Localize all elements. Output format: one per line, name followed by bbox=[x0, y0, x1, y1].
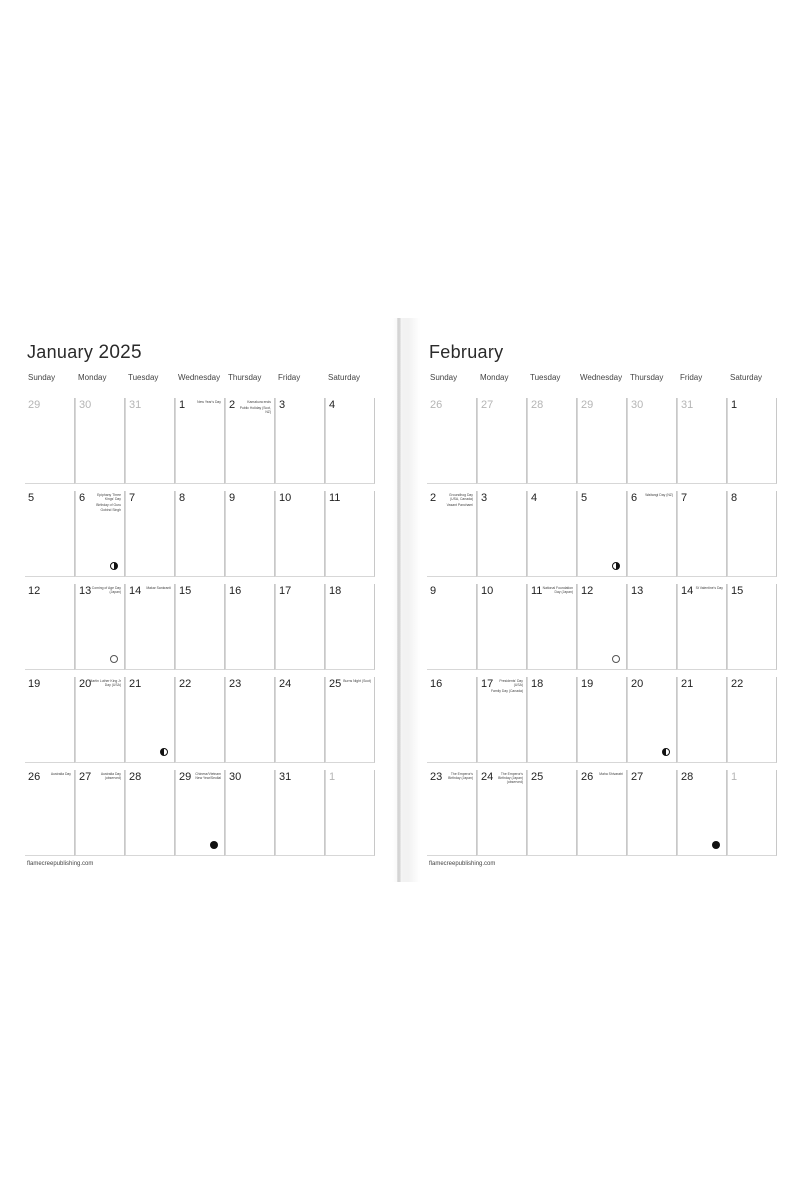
weekday-label: Wednesday bbox=[580, 373, 623, 382]
day-number: 14 bbox=[681, 585, 694, 597]
weekday-label: Sunday bbox=[430, 373, 458, 382]
month-grid bbox=[427, 398, 777, 863]
day-events bbox=[440, 772, 473, 782]
day-number: 6 bbox=[631, 492, 638, 504]
day-number: 26 bbox=[581, 771, 594, 783]
weekday-label: Tuesday bbox=[530, 373, 561, 382]
day-cell[interactable] bbox=[75, 584, 125, 670]
day-number: 2 bbox=[229, 399, 236, 411]
day-events bbox=[88, 586, 121, 596]
day-number: 30 bbox=[229, 771, 242, 783]
day-number: 26 bbox=[430, 399, 443, 411]
day-number: 10 bbox=[481, 585, 494, 597]
event-label: Australia Day (observed) bbox=[100, 772, 121, 781]
first-quarter-moon-icon bbox=[110, 562, 118, 570]
full-moon-icon bbox=[612, 655, 620, 663]
day-number: 3 bbox=[279, 399, 286, 411]
day-cell[interactable] bbox=[677, 491, 727, 577]
day-number: 1 bbox=[731, 399, 738, 411]
day-cell[interactable] bbox=[75, 491, 125, 577]
month-name: February bbox=[429, 342, 504, 362]
event-label: Kamakura ends bbox=[247, 400, 271, 404]
day-events bbox=[188, 772, 221, 782]
day-cell[interactable] bbox=[477, 491, 527, 577]
day-cell[interactable] bbox=[427, 770, 477, 856]
day-cell[interactable] bbox=[477, 398, 527, 484]
day-number: 9 bbox=[430, 585, 437, 597]
day-number: 18 bbox=[531, 678, 544, 690]
day-number: 17 bbox=[279, 585, 292, 597]
day-number: 21 bbox=[129, 678, 142, 690]
day-number: 30 bbox=[79, 399, 92, 411]
day-cell[interactable] bbox=[175, 584, 225, 670]
month-title bbox=[429, 342, 503, 363]
day-number: 26 bbox=[28, 771, 41, 783]
month-grid bbox=[25, 398, 375, 863]
day-cell[interactable] bbox=[527, 770, 577, 856]
day-events bbox=[188, 400, 221, 406]
day-number: 8 bbox=[731, 492, 738, 504]
day-cell[interactable] bbox=[125, 398, 175, 484]
event-label: Vasant Panchami bbox=[446, 503, 473, 508]
day-number: 28 bbox=[531, 399, 544, 411]
day-cell[interactable] bbox=[577, 677, 627, 763]
day-cell[interactable] bbox=[477, 677, 527, 763]
day-cell[interactable] bbox=[677, 677, 727, 763]
day-cell[interactable] bbox=[125, 770, 175, 856]
day-events bbox=[88, 493, 121, 514]
event-label: Epiphany Three Kings' Day bbox=[97, 493, 121, 502]
day-cell[interactable] bbox=[727, 584, 777, 670]
day-cell[interactable] bbox=[577, 770, 627, 856]
day-cell[interactable] bbox=[175, 398, 225, 484]
day-number: 1 bbox=[731, 771, 738, 783]
day-cell[interactable] bbox=[427, 398, 477, 484]
month-title bbox=[27, 342, 142, 364]
day-number: 13 bbox=[631, 585, 644, 597]
day-cell[interactable] bbox=[25, 398, 75, 484]
publisher-footer: flamecreepublishing.com bbox=[27, 861, 94, 867]
weekday-label: Saturday bbox=[730, 373, 763, 382]
day-number: 4 bbox=[329, 399, 336, 411]
month-name: January bbox=[27, 342, 94, 362]
day-events bbox=[640, 493, 673, 499]
day-cell[interactable] bbox=[727, 770, 777, 856]
day-number: 25 bbox=[329, 678, 342, 690]
event-label: Family Day (Canada) bbox=[490, 689, 523, 694]
day-cell[interactable] bbox=[25, 677, 75, 763]
day-cell[interactable] bbox=[627, 677, 677, 763]
day-cell[interactable] bbox=[225, 584, 275, 670]
day-cell[interactable] bbox=[275, 584, 325, 670]
day-number: 16 bbox=[430, 678, 443, 690]
weekday-label: Sunday bbox=[28, 373, 56, 382]
binding-gutter bbox=[397, 318, 401, 882]
weekday-label: Monday bbox=[78, 373, 107, 382]
day-number: 16 bbox=[229, 585, 242, 597]
day-number: 29 bbox=[179, 771, 192, 783]
day-cell[interactable] bbox=[75, 770, 125, 856]
event-label: Makar Sankranti bbox=[146, 586, 171, 590]
day-events bbox=[88, 679, 121, 689]
day-number: 2 bbox=[430, 492, 437, 504]
weekday-label: Tuesday bbox=[128, 373, 159, 382]
full-moon-icon bbox=[110, 655, 118, 663]
day-number: 31 bbox=[681, 399, 694, 411]
day-cell[interactable] bbox=[427, 491, 477, 577]
day-cell[interactable] bbox=[75, 398, 125, 484]
day-number: 5 bbox=[28, 492, 35, 504]
day-number: 30 bbox=[631, 399, 644, 411]
day-events bbox=[88, 772, 121, 782]
day-cell[interactable] bbox=[325, 677, 375, 763]
day-number: 12 bbox=[581, 585, 594, 597]
day-number: 7 bbox=[129, 492, 136, 504]
day-number: 4 bbox=[531, 492, 538, 504]
day-number: 7 bbox=[681, 492, 688, 504]
day-cell[interactable] bbox=[577, 491, 627, 577]
day-cell[interactable] bbox=[477, 584, 527, 670]
day-cell[interactable] bbox=[275, 491, 325, 577]
day-cell[interactable] bbox=[477, 770, 527, 856]
page-february bbox=[422, 318, 777, 882]
weekday-label: Saturday bbox=[328, 373, 361, 382]
day-cell[interactable] bbox=[225, 491, 275, 577]
weekday-label: Friday bbox=[680, 373, 703, 382]
weekday-label: Friday bbox=[278, 373, 301, 382]
day-cell[interactable] bbox=[325, 491, 375, 577]
event-label: New Year's Day bbox=[197, 400, 221, 404]
month-year: 2025 bbox=[98, 342, 142, 363]
weekday-header bbox=[430, 373, 780, 382]
day-cell[interactable] bbox=[175, 491, 225, 577]
day-number: 28 bbox=[681, 771, 694, 783]
day-events bbox=[338, 679, 371, 685]
calendar-spread bbox=[20, 318, 780, 882]
day-number: 8 bbox=[179, 492, 186, 504]
day-number: 9 bbox=[229, 492, 236, 504]
day-cell[interactable] bbox=[527, 491, 577, 577]
day-cell[interactable] bbox=[627, 770, 677, 856]
day-cell[interactable] bbox=[25, 770, 75, 856]
day-cell[interactable] bbox=[175, 770, 225, 856]
day-number: 1 bbox=[329, 771, 336, 783]
day-cell[interactable] bbox=[225, 398, 275, 484]
day-cell[interactable] bbox=[727, 398, 777, 484]
weekday-label: Thursday bbox=[228, 373, 262, 382]
day-number: 11 bbox=[329, 492, 341, 504]
day-events bbox=[590, 772, 623, 778]
day-cell[interactable] bbox=[577, 584, 627, 670]
day-number: 28 bbox=[129, 771, 142, 783]
day-number: 15 bbox=[731, 585, 744, 597]
day-cell[interactable] bbox=[75, 677, 125, 763]
day-number: 31 bbox=[129, 399, 142, 411]
day-events bbox=[690, 586, 723, 592]
day-cell[interactable] bbox=[527, 677, 577, 763]
day-cell[interactable] bbox=[727, 491, 777, 577]
day-number: 19 bbox=[581, 678, 594, 690]
day-number: 27 bbox=[481, 399, 494, 411]
day-number: 19 bbox=[28, 678, 41, 690]
day-events bbox=[490, 679, 523, 696]
day-cell[interactable] bbox=[25, 491, 75, 577]
day-number: 25 bbox=[531, 771, 544, 783]
event-label: Groundhog Day (USA, Canada) bbox=[449, 493, 473, 502]
day-cell[interactable] bbox=[225, 677, 275, 763]
day-number: 21 bbox=[681, 678, 694, 690]
day-number: 15 bbox=[179, 585, 192, 597]
last-quarter-moon-icon bbox=[662, 748, 670, 756]
day-cell[interactable] bbox=[677, 584, 727, 670]
day-cell[interactable] bbox=[325, 770, 375, 856]
day-number: 27 bbox=[79, 771, 92, 783]
day-cell[interactable] bbox=[125, 677, 175, 763]
day-number: 3 bbox=[481, 492, 488, 504]
day-cell[interactable] bbox=[727, 677, 777, 763]
day-cell[interactable] bbox=[275, 398, 325, 484]
day-cell[interactable] bbox=[175, 677, 225, 763]
event-label: Chinese/Vietnam New Year/Seollal bbox=[195, 772, 221, 781]
day-cell[interactable] bbox=[677, 770, 727, 856]
day-cell[interactable] bbox=[125, 584, 175, 670]
day-cell[interactable] bbox=[325, 398, 375, 484]
day-cell[interactable] bbox=[325, 584, 375, 670]
day-number: 24 bbox=[481, 771, 494, 783]
day-events bbox=[138, 586, 171, 592]
page-january bbox=[20, 318, 375, 882]
day-cell[interactable] bbox=[275, 677, 325, 763]
day-cell[interactable] bbox=[577, 398, 627, 484]
day-cell[interactable] bbox=[427, 584, 477, 670]
day-number: 6 bbox=[79, 492, 86, 504]
weekday-label: Wednesday bbox=[178, 373, 221, 382]
day-number: 18 bbox=[329, 585, 342, 597]
day-number: 29 bbox=[581, 399, 594, 411]
day-number: 20 bbox=[631, 678, 644, 690]
event-label: St Valentine's Day bbox=[695, 586, 723, 590]
event-label: Birthday of Guru Gobind Singh bbox=[96, 503, 121, 512]
day-events bbox=[440, 493, 473, 510]
day-number: 22 bbox=[731, 678, 744, 690]
day-number: 13 bbox=[79, 585, 92, 597]
weekday-label: Monday bbox=[480, 373, 509, 382]
day-number: 29 bbox=[28, 399, 41, 411]
event-label: Coming of Age Day (Japan) bbox=[91, 586, 121, 595]
day-cell[interactable] bbox=[275, 770, 325, 856]
event-label: Presidents' Day (USA) bbox=[499, 679, 523, 688]
event-label: Maha Shivaratri bbox=[599, 772, 623, 776]
new-moon-icon bbox=[712, 841, 720, 849]
day-number: 31 bbox=[279, 771, 292, 783]
event-label: Australia Day bbox=[50, 772, 71, 776]
day-number: 24 bbox=[279, 678, 292, 690]
day-cell[interactable] bbox=[627, 398, 677, 484]
day-cell[interactable] bbox=[225, 770, 275, 856]
day-cell[interactable] bbox=[627, 491, 677, 577]
day-number: 22 bbox=[179, 678, 192, 690]
event-label: The Emperor's Birthday (Japan) bbox=[448, 772, 473, 781]
event-label: National Foundation Day (Japan) bbox=[542, 586, 573, 595]
day-events bbox=[540, 586, 573, 596]
event-label: Waitangi Day (NZ) bbox=[645, 493, 673, 497]
day-cell[interactable] bbox=[427, 677, 477, 763]
event-label: The Emperor's Birthday (Japan) (observed) bbox=[498, 772, 523, 785]
day-number: 14 bbox=[129, 585, 142, 597]
day-events bbox=[490, 772, 523, 787]
last-quarter-moon-icon bbox=[160, 748, 168, 756]
day-number: 23 bbox=[430, 771, 443, 783]
event-label: Public Holiday (Scot, NZ) bbox=[239, 406, 271, 415]
publisher-footer: flamecreepublishing.com bbox=[429, 861, 496, 867]
weekday-label: Thursday bbox=[630, 373, 664, 382]
day-cell[interactable] bbox=[125, 491, 175, 577]
day-cell[interactable] bbox=[527, 584, 577, 670]
day-events bbox=[38, 772, 71, 778]
event-label: Burns Night (Scot) bbox=[343, 679, 371, 683]
day-number: 23 bbox=[229, 678, 242, 690]
weekday-header bbox=[28, 373, 378, 382]
day-number: 1 bbox=[179, 399, 186, 411]
day-number: 10 bbox=[279, 492, 292, 504]
first-quarter-moon-icon bbox=[612, 562, 620, 570]
day-number: 5 bbox=[581, 492, 588, 504]
day-cell[interactable] bbox=[677, 398, 727, 484]
day-number: 20 bbox=[79, 678, 92, 690]
day-events bbox=[238, 400, 271, 417]
day-number: 17 bbox=[481, 678, 494, 690]
day-cell[interactable] bbox=[527, 398, 577, 484]
day-cell[interactable] bbox=[627, 584, 677, 670]
event-label: Martin Luther King Jr Day (USA) bbox=[89, 679, 121, 688]
day-number: 27 bbox=[631, 771, 644, 783]
day-number: 12 bbox=[28, 585, 41, 597]
new-moon-icon bbox=[210, 841, 218, 849]
day-cell[interactable] bbox=[25, 584, 75, 670]
day-number: 11 bbox=[531, 585, 543, 597]
